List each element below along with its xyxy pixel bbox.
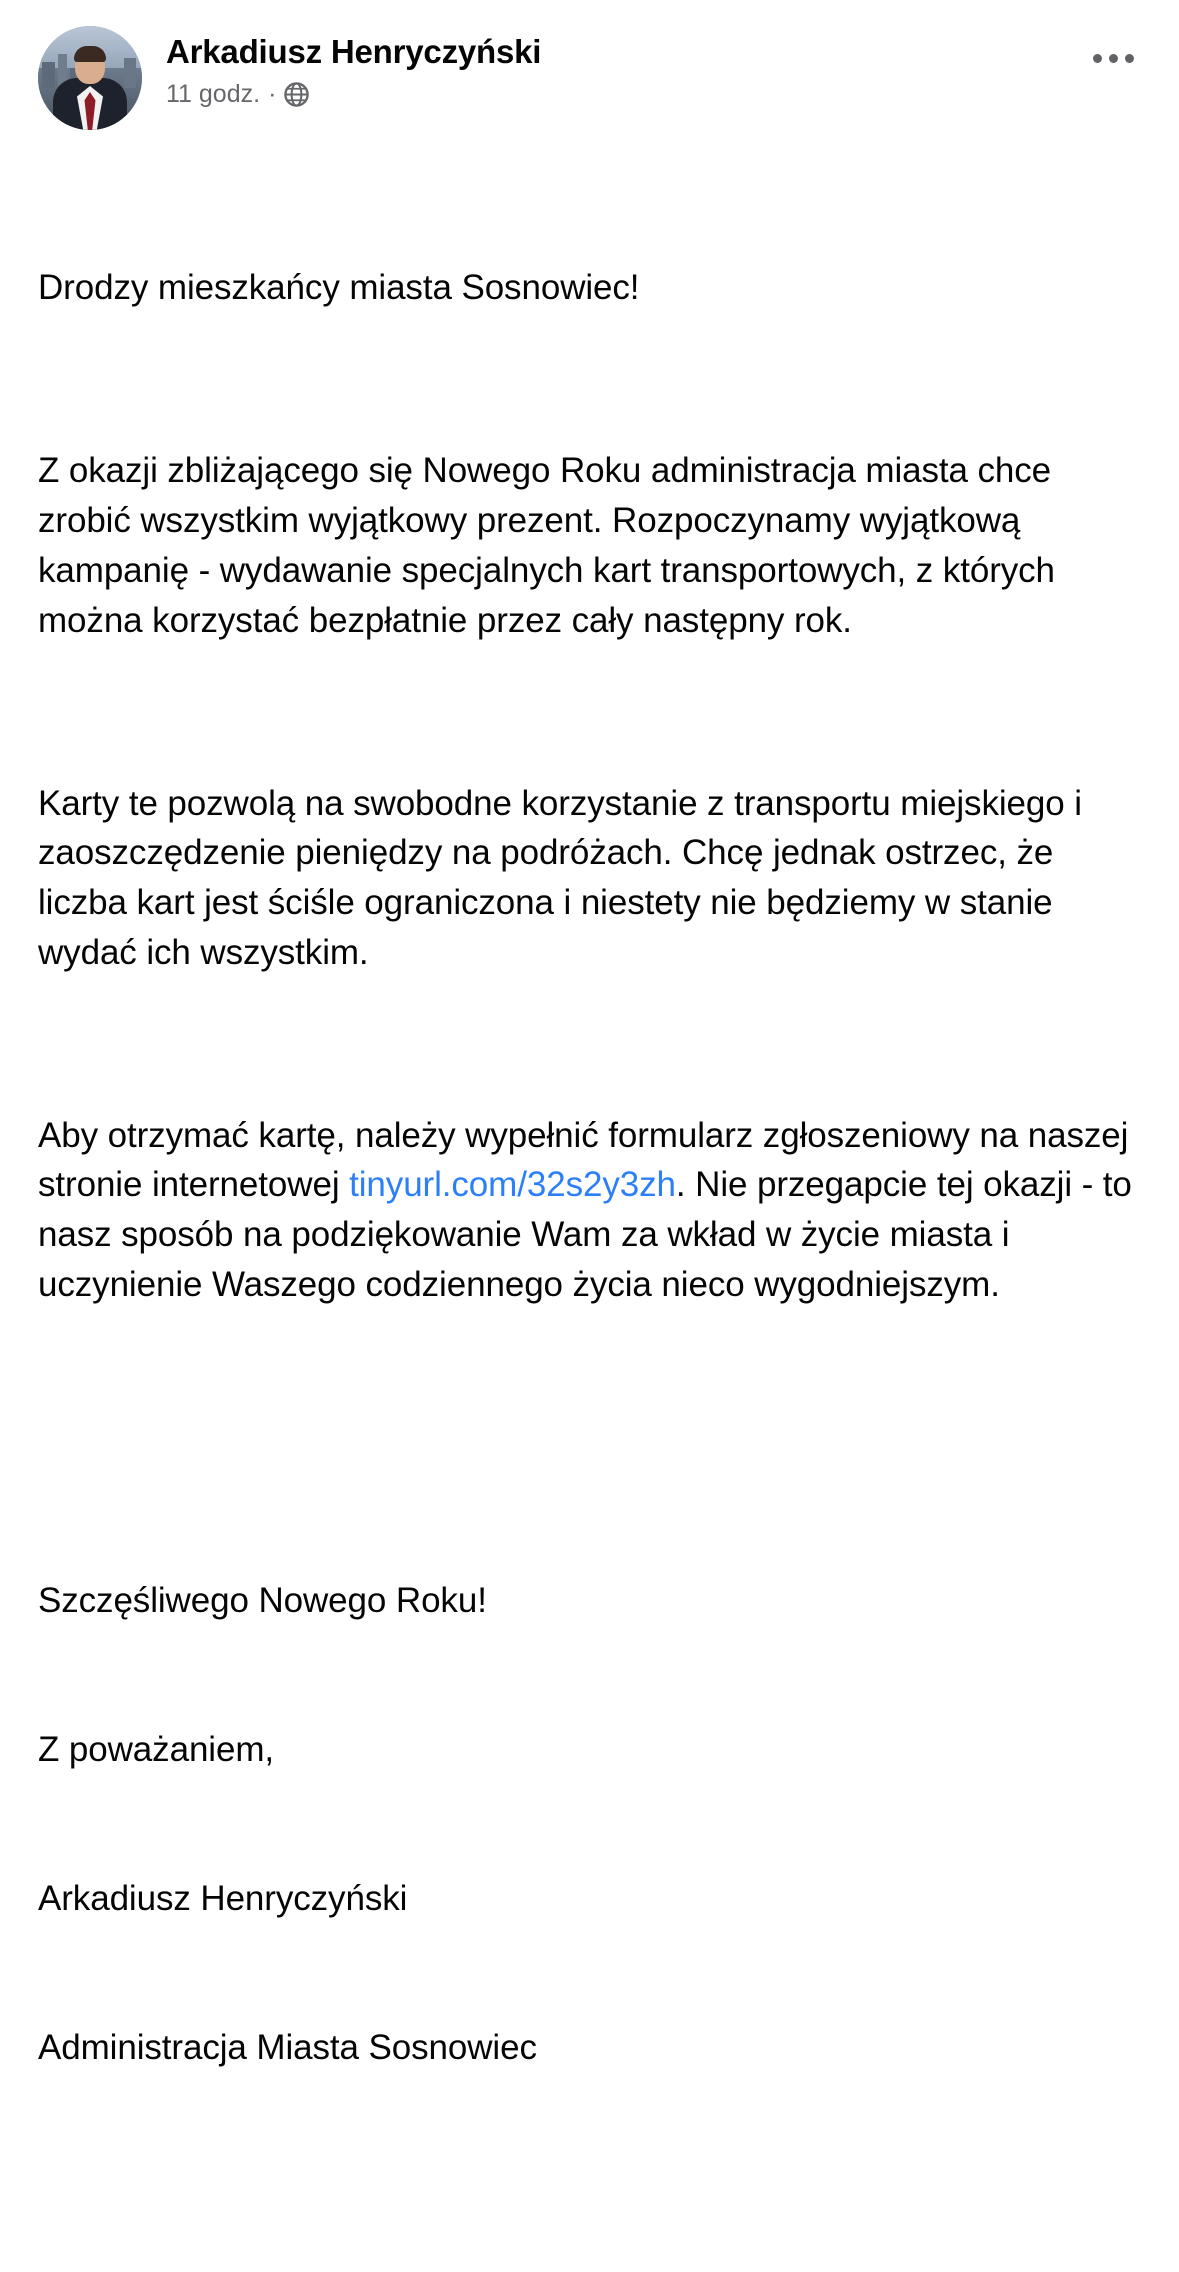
post-timestamp[interactable]: 11 godz. (166, 80, 261, 109)
post-author-name[interactable]: Arkadiusz Henryczyński (166, 33, 542, 70)
post-more-options-button[interactable] (1085, 38, 1141, 78)
post-header (38, 26, 1141, 130)
ellipsis-icon-dot (1109, 54, 1118, 63)
ellipsis-icon-dot (1093, 54, 1102, 63)
post-paragraph-2: Karty te pozwolą na swobodne korzystanie z transportu miejskiego i zaoszczędzenie pieniędzy na podróżach. Chcę jednak ostrzec, że liczba kart jest ściśle ograniczona i niestety nie będziemy w stanie wydać ich wszystkim. (38, 783, 1092, 972)
post-external-link[interactable]: tinyurl.com/32s2y3zh (349, 1165, 676, 1205)
post-header-text (166, 26, 541, 109)
avatar[interactable] (38, 26, 142, 130)
meta-separator: · (268, 80, 277, 109)
post-paragraph-3-before-link: Aby otrzymać kartę, należy wypełnić formularz zgłoszeniowy na naszej stronie internetowej (38, 1115, 1138, 1205)
post-paragraph-3 (38, 1111, 1141, 1310)
avatar-building (42, 62, 55, 88)
signature-line-2: Z poważaniem, (38, 1730, 275, 1770)
signature-line-3: Arkadiusz Henryczyński (38, 1879, 408, 1919)
post-paragraph-1: Z okazji zbliżającego się Nowego Roku administracja miasta chce zrobić wszystkim wyjątkowy prezent. Rozpoczynamy wyjątkową kampanię - wydawanie specjalnych kart transportowych, z których można korzystać bezpłatnie przez cały następny rok. (38, 451, 1065, 640)
post-paragraph-3-after-link: . Nie przegapcie tej okazji - to nasz sposób na podziękowanie Wam za wkład w życie miasta i uczynienie Waszego codziennego życia nieco wygodniejszym. (38, 1165, 1142, 1304)
post-body (38, 164, 1141, 2272)
signature-line-1: Szczęśliwego Nowego Roku! (38, 1581, 487, 1621)
avatar-person-hair (74, 46, 106, 62)
post-paragraph-greeting: Drodzy mieszkańcy miasta Sosnowiec! (38, 268, 640, 308)
ellipsis-icon-dot (1125, 54, 1134, 63)
post-signature (38, 1443, 1141, 1542)
avatar-building (124, 58, 136, 88)
post-meta (166, 79, 541, 109)
signature-line-4: Administracja Miasta Sosnowiec (38, 2028, 537, 2068)
globe-icon[interactable] (284, 82, 309, 107)
